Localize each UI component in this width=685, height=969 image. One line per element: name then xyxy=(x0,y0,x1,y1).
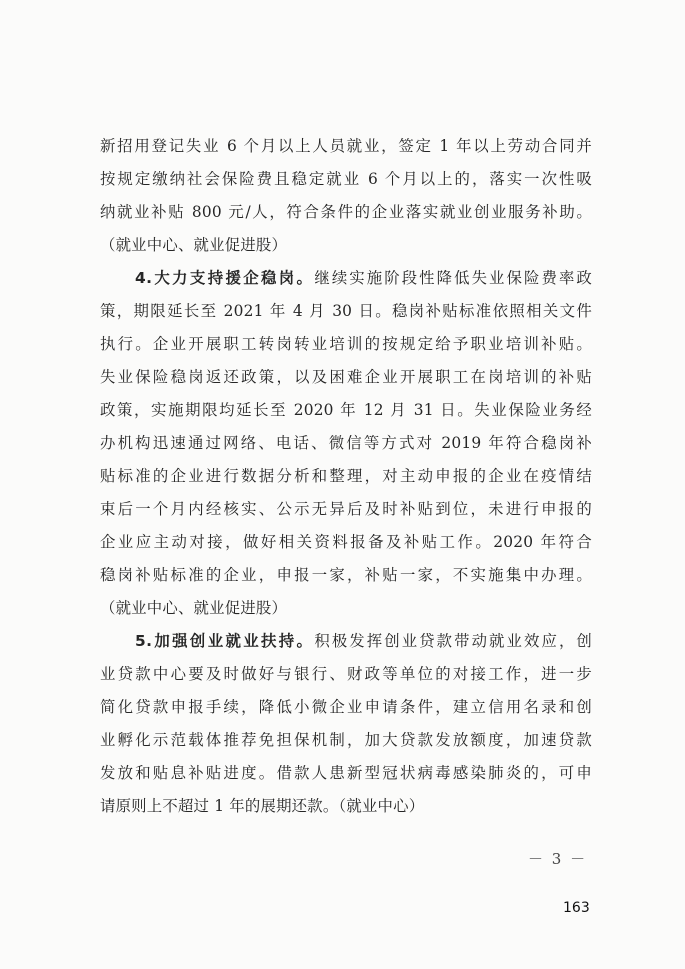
paragraph-entrepreneurship xyxy=(100,625,592,823)
paragraph-support-enterprises xyxy=(100,262,592,625)
text-line: 贴标准的企业进行数据分析和整理，对主动申报的企业在疫情结 xyxy=(100,467,592,485)
text-line-rest: 积极发挥创业贷款带动就业效应，创 xyxy=(314,632,592,650)
document-page-index: 163 xyxy=(563,900,590,916)
text-line: 业孵化示范载体推荐免担保机制，加大贷款发放额度，加速贷款 xyxy=(100,731,592,749)
text-line: 失业保险稳岗返还政策，以及困难企业开展职工在岗培训的补贴 xyxy=(100,368,592,386)
text-line: 束后一个月内经核实、公示无异后及时补贴到位，未进行申报的 xyxy=(100,500,592,518)
text-line: 按规定缴纳社会保险费且稳定就业 6 个月以上的，落实一次性吸 xyxy=(100,170,592,188)
text-line: 简化贷款申报手续，降低小微企业申请条件，建立信用名录和创 xyxy=(100,698,592,716)
text-line: 发放和贴息补贴进度。借款人患新型冠状病毒感染肺炎的，可申 xyxy=(100,764,592,782)
text-line: 稳岗补贴标准的企业，申报一家，补贴一家，不实施集中办理。 xyxy=(100,566,592,584)
text-line: 纳就业补贴 800 元/人，符合条件的企业落实就业创业服务补助。 xyxy=(100,203,592,221)
paragraph-employment-subsidy xyxy=(100,130,592,262)
text-line: （就业中心、就业促进股） xyxy=(100,599,288,617)
text-line: 策，期限延长至 2021 年 4 月 30 日。稳岗补贴标准依照相关文件 xyxy=(100,302,592,320)
section-heading-5: 5.加强创业就业扶持。 xyxy=(134,632,315,650)
text-line: 执行。企业开展职工转岗转业培训的按规定给予职业培训补贴。 xyxy=(100,335,592,353)
text-line: 业贷款中心要及时做好与银行、财政等单位的对接工作，进一步 xyxy=(100,665,592,683)
text-line: 请原则上不超过 1 年的展期还款。（就业中心） xyxy=(100,797,425,815)
text-line: 政策，实施期限均延长至 2020 年 12 月 31 日。失业保险业务经 xyxy=(100,401,592,419)
text-line: 企业应主动对接，做好相关资料报备及补贴工作。2020 年符合 xyxy=(100,533,592,551)
body-text xyxy=(100,130,592,823)
page-number: － 3 － xyxy=(528,850,588,868)
text-line-rest: 继续实施阶段性降低失业保险费率政 xyxy=(314,269,592,287)
text-line-first xyxy=(100,262,592,295)
text-line: （就业中心、就业促进股） xyxy=(100,236,288,254)
section-heading-4: 4.大力支持援企稳岗。 xyxy=(134,269,315,287)
text-line-first xyxy=(100,625,592,658)
text-line: 新招用登记失业 6 个月以上人员就业，签定 1 年以上劳动合同并 xyxy=(100,137,592,155)
text-line: 办机构迅速通过网络、电话、微信等方式对 2019 年符合稳岗补 xyxy=(100,434,592,452)
